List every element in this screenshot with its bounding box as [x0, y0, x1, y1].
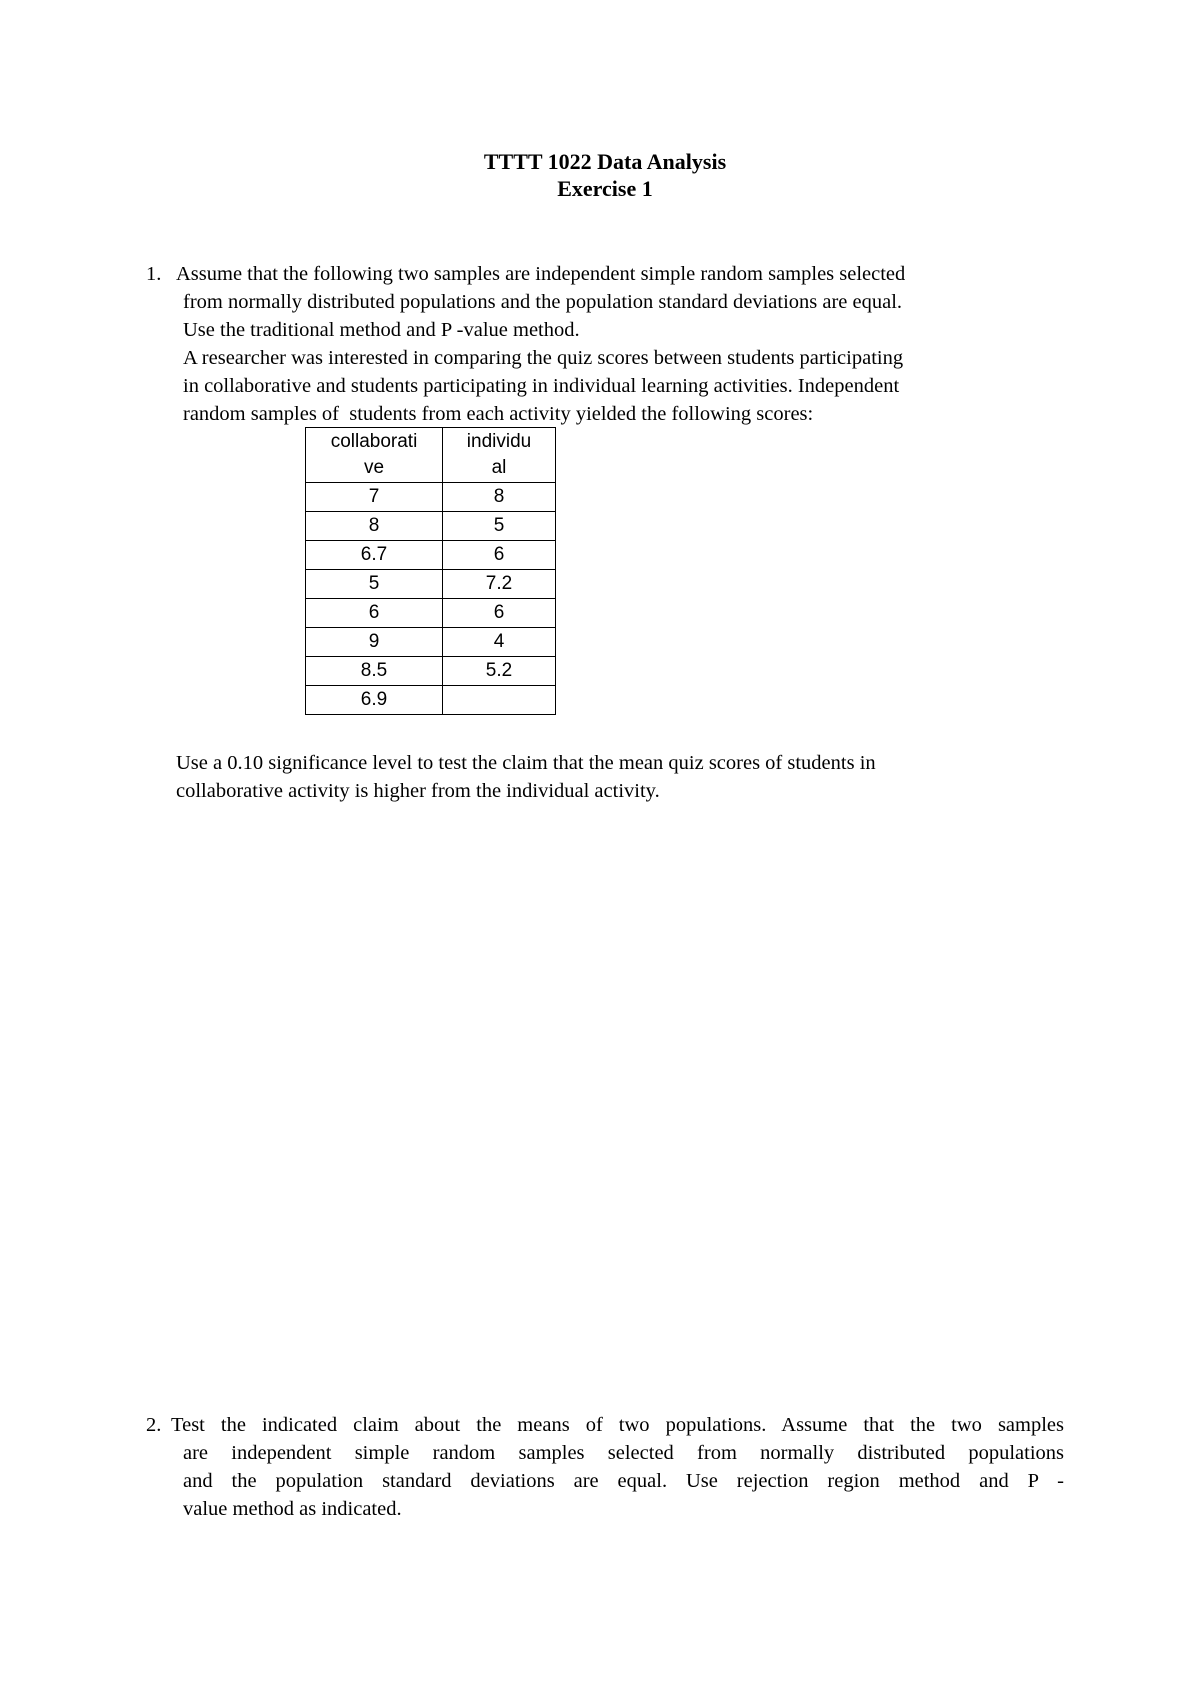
question-1-claim-line: collaborative activity is higher from the individual activity.: [176, 780, 660, 802]
table-row: [306, 599, 556, 628]
question-1-line: Assume that the following two samples are independent simple random samples selected: [176, 263, 906, 285]
header-text-part: al: [491, 457, 507, 478]
question-1-line: random samples of students from each activity yielded the following scores:: [183, 403, 814, 425]
table-row: [306, 512, 556, 541]
table-cell: 5: [443, 512, 556, 541]
header-text-part: collaborati: [330, 431, 418, 452]
table-row: [306, 570, 556, 599]
question-1-line: A researcher was interested in comparing the quiz scores between students participating: [183, 347, 904, 369]
table-cell: 8: [306, 512, 443, 541]
course-title: TTTT 1022 Data Analysis: [483, 149, 727, 174]
question-2-number: 2.: [146, 1414, 162, 1436]
table-cell: 6: [306, 599, 443, 628]
table-header-row: [306, 428, 556, 483]
question-1-line: Use the traditional method and P -value method.: [183, 319, 580, 341]
header-text-part: individu: [466, 431, 532, 452]
table-cell: 4: [443, 628, 556, 657]
question-1-line: in collaborative and students participating in individual learning activities. Independent: [183, 375, 900, 397]
table-cell: 7.2: [443, 570, 556, 599]
table-cell: 6.9: [306, 686, 443, 715]
question-1-number: 1.: [146, 263, 162, 285]
table-cell: 8: [443, 483, 556, 512]
question-2-line: Test the indicated claim about the means of two populations. Assume that the two samples: [171, 1414, 1064, 1436]
table-cell: 7: [306, 483, 443, 512]
table-row: [306, 483, 556, 512]
question-1-line: from normally distributed populations and the population standard deviations are equal.: [183, 291, 903, 313]
exercise-title: Exercise 1: [557, 176, 653, 201]
column-header-collaborative: [306, 428, 443, 483]
table-row: [306, 657, 556, 686]
question-2-line: and the population standard deviations are equal. Use rejection region method and P -: [183, 1470, 1064, 1492]
table-cell: 6: [443, 599, 556, 628]
table-row: [306, 686, 556, 715]
table-row: [306, 541, 556, 570]
header-text-part: ve: [363, 457, 385, 478]
table-cell: 5.2: [443, 657, 556, 686]
question-2-line: are independent simple random samples selected from normally distributed populations: [183, 1442, 1064, 1464]
question-2-line: value method as indicated.: [183, 1498, 402, 1520]
column-header-individual: [443, 428, 556, 483]
table-cell: 6.7: [306, 541, 443, 570]
table-cell: 9: [306, 628, 443, 657]
table-cell: 5: [306, 570, 443, 599]
table-cell: 6: [443, 541, 556, 570]
table-cell: [443, 686, 556, 715]
table-row: [306, 628, 556, 657]
scores-table: [305, 427, 556, 715]
table-cell: 8.5: [306, 657, 443, 686]
question-1-claim-line: Use a 0.10 significance level to test the claim that the mean quiz scores of students in: [176, 752, 876, 774]
